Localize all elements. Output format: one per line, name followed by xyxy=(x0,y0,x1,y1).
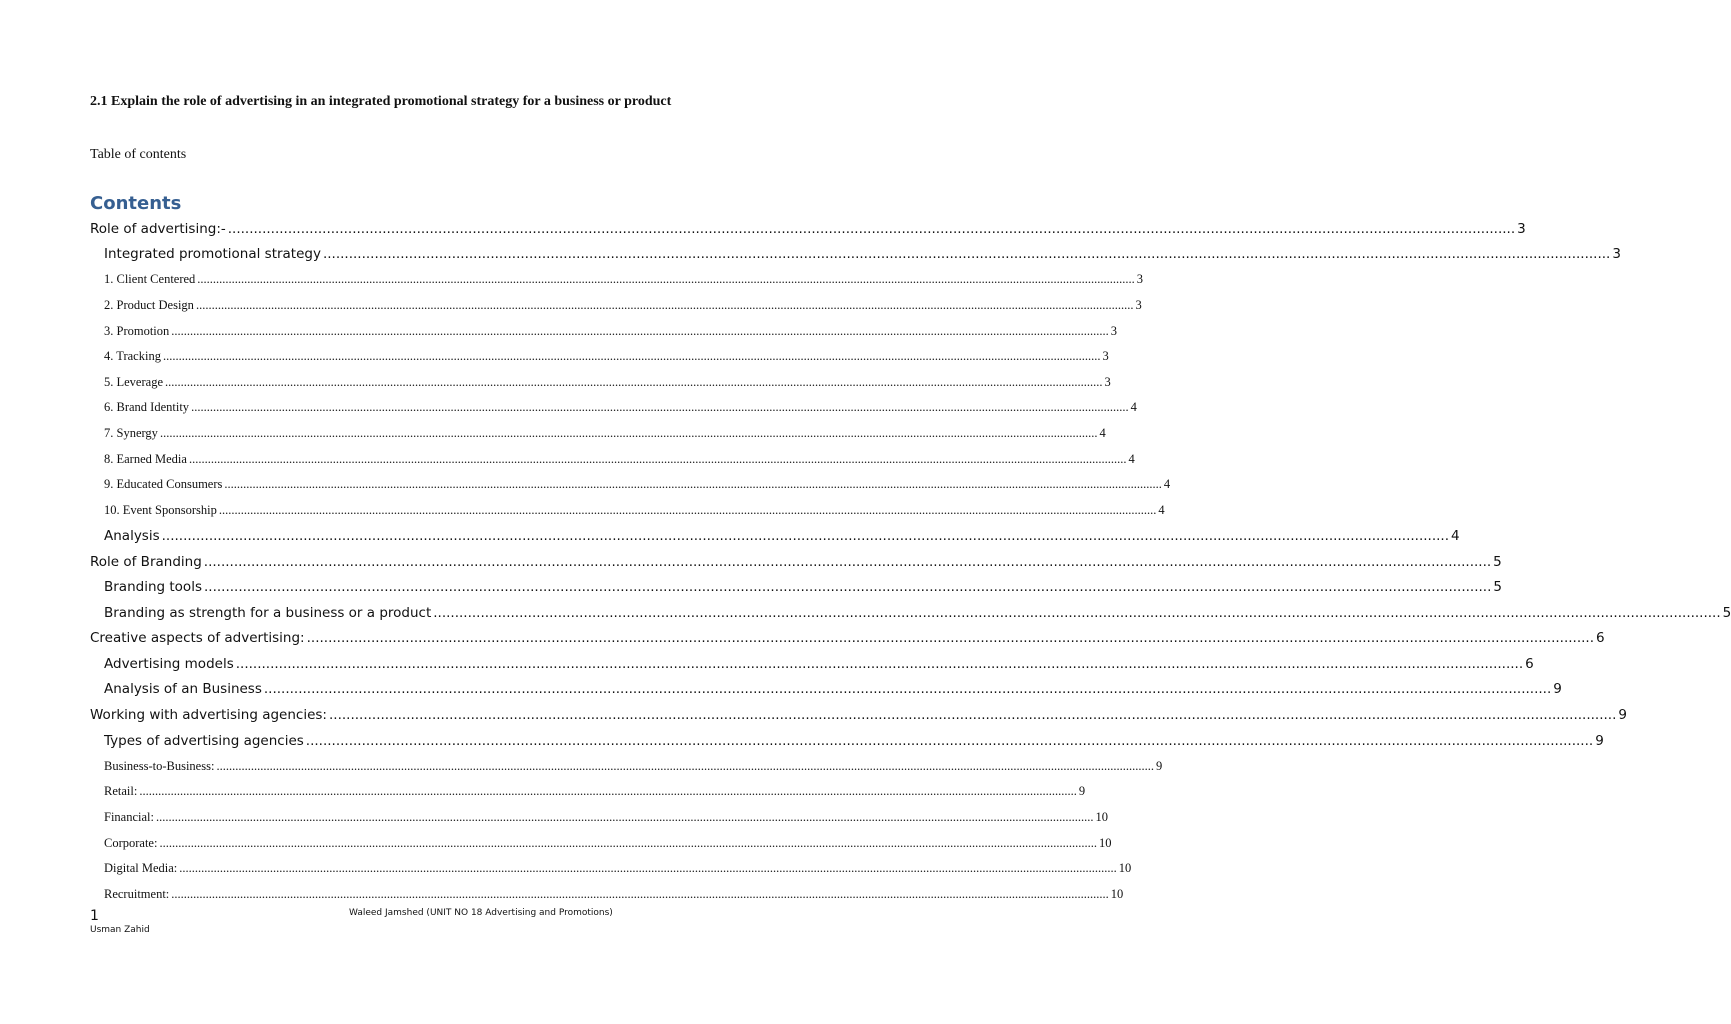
toc-entry-title: 6. Brand Identity xyxy=(104,400,190,415)
toc-entry-title: 3. Promotion xyxy=(104,323,170,338)
table-of-contents xyxy=(90,216,1731,907)
toc-entry[interactable] xyxy=(90,523,1460,549)
toc-entry[interactable] xyxy=(90,830,1112,856)
toc-entry-title: 9. Educated Consumers xyxy=(104,477,223,492)
toc-leader-dots: ............................................................................................................................................................................................................................................................................................................ xyxy=(203,553,1492,570)
toc-entry-page: 9 xyxy=(1618,707,1627,724)
toc-entry[interactable] xyxy=(90,498,1165,524)
toc-entry-title: 8. Earned Media xyxy=(104,451,187,466)
toc-entry[interactable] xyxy=(90,600,1731,626)
toc-entry[interactable] xyxy=(90,318,1118,344)
toc-entry[interactable] xyxy=(90,728,1604,754)
toc-entry-page: 9 xyxy=(1553,681,1562,698)
toc-entry-title: 4. Tracking xyxy=(104,349,161,364)
toc-leader-dots: ............................................................................................................................................................................................................................................................................................................ xyxy=(162,349,1101,364)
toc-entry[interactable] xyxy=(90,242,1621,268)
toc-leader-dots: ............................................................................................................................................................................................................................................................................................................ xyxy=(191,400,1129,415)
toc-leader-dots: ............................................................................................................................................................................................................................................................................................................ xyxy=(171,886,1109,901)
toc-entry-page: 10 xyxy=(1095,809,1108,824)
toc-leader-dots: ............................................................................................................................................................................................................................................................................................................ xyxy=(224,477,1162,492)
toc-entry[interactable] xyxy=(90,626,1605,652)
toc-entry-title: Types of advertising agencies xyxy=(104,732,304,749)
toc-entry-page: 4 xyxy=(1099,426,1106,441)
toc-leader-dots: ............................................................................................................................................................................................................................................................................................................ xyxy=(197,272,1135,287)
toc-entry[interactable] xyxy=(90,344,1109,370)
toc-entry-title: Advertising models xyxy=(104,655,234,672)
toc-leader-dots: ............................................................................................................................................................................................................................................................................................................ xyxy=(433,604,1721,621)
toc-entry-page: 3 xyxy=(1136,272,1144,287)
toc-entry-title: Analysis xyxy=(104,527,160,544)
toc-entry-page: 4 xyxy=(1158,502,1165,517)
footer-center-text: Waleed Jamshed (UNIT NO 18 Advertising and Promotions) xyxy=(349,908,613,918)
toc-leader-dots: ............................................................................................................................................................................................................................................................................................................ xyxy=(188,451,1127,466)
toc-leader-dots: ............................................................................................................................................................................................................................................................................................................ xyxy=(203,579,1492,596)
toc-entry-title: Role of advertising:- xyxy=(90,220,226,237)
toc-entry-page: 3 xyxy=(1102,349,1109,364)
toc-leader-dots: ............................................................................................................................................................................................................................................................................................................ xyxy=(171,323,1109,338)
toc-entry[interactable] xyxy=(90,446,1135,472)
toc-leader-dots: ............................................................................................................................................................................................................................................................................................................ xyxy=(165,374,1103,389)
toc-leader-dots: ............................................................................................................................................................................................................................................................................................................ xyxy=(159,426,1098,441)
toc-entry[interactable] xyxy=(90,881,1124,907)
footer-author: Usman Zahid xyxy=(90,925,150,935)
toc-entry[interactable] xyxy=(90,779,1086,805)
toc-leader-dots: ............................................................................................................................................................................................................................................................................................................ xyxy=(159,835,1097,850)
toc-entry-title: Corporate: xyxy=(104,835,158,850)
toc-entry-page: 6 xyxy=(1596,630,1605,647)
toc-entry-page: 5 xyxy=(1493,553,1502,570)
toc-entry-title: Analysis of an Business xyxy=(104,681,262,698)
toc-entry[interactable] xyxy=(90,753,1163,779)
toc-entry[interactable] xyxy=(90,216,1526,242)
toc-entry[interactable] xyxy=(90,293,1142,319)
toc-entry-title: Branding as strength for a business or a product xyxy=(104,604,432,621)
toc-entry-page: 9 xyxy=(1595,732,1604,749)
toc-entry-title: 1. Client Centered xyxy=(104,272,196,287)
toc-entry-title: Recruitment: xyxy=(104,886,170,901)
toc-entry-page: 4 xyxy=(1451,527,1460,544)
toc-entry[interactable] xyxy=(90,267,1144,293)
toc-leader-dots: ............................................................................................................................................................................................................................................................................................................ xyxy=(216,758,1154,773)
toc-entry-page: 3 xyxy=(1612,246,1621,263)
toc-entry-page: 3 xyxy=(1517,220,1526,237)
toc-leader-dots: ............................................................................................................................................................................................................................................................................................................ xyxy=(263,681,1552,698)
toc-entry[interactable] xyxy=(90,549,1502,575)
toc-entry-page: 6 xyxy=(1525,655,1534,672)
toc-entry-page: 3 xyxy=(1110,323,1118,338)
toc-leader-dots: ............................................................................................................................................................................................................................................................................................................ xyxy=(195,298,1134,313)
toc-entry-title: Financial: xyxy=(104,809,154,824)
toc-entry-page: 3 xyxy=(1135,298,1142,313)
toc-entry[interactable] xyxy=(90,677,1562,703)
toc-entry-page: 5 xyxy=(1493,579,1502,596)
toc-entry-title: Business-to-Business: xyxy=(104,758,215,773)
toc-entry-title: 2. Product Design xyxy=(104,298,194,313)
toc-entry[interactable] xyxy=(90,472,1171,498)
toc-entry-page: 10 xyxy=(1110,886,1124,901)
toc-entry[interactable] xyxy=(90,805,1108,831)
toc-entry[interactable] xyxy=(90,702,1627,728)
toc-leader-dots: ............................................................................................................................................................................................................................................................................................................ xyxy=(161,527,1450,544)
toc-leader-dots: ............................................................................................................................................................................................................................................................................................................ xyxy=(306,630,1594,647)
toc-entry[interactable] xyxy=(90,574,1502,600)
toc-entry-title: 7. Synergy xyxy=(104,426,158,441)
toc-leader-dots: ............................................................................................................................................................................................................................................................................................................ xyxy=(322,246,1611,263)
toc-entry-page: 9 xyxy=(1078,784,1086,799)
toc-entry-title: Working with advertising agencies: xyxy=(90,707,327,724)
toc-entry-title: 5. Leverage xyxy=(104,374,163,389)
toc-entry[interactable] xyxy=(90,395,1137,421)
contents-title: Contents xyxy=(90,193,182,214)
toc-entry-title: Creative aspects of advertising: xyxy=(90,630,305,647)
toc-entry-page: 4 xyxy=(1163,477,1171,492)
toc-label: Table of contents xyxy=(90,147,187,162)
toc-leader-dots: ............................................................................................................................................................................................................................................................................................................ xyxy=(305,732,1594,749)
toc-leader-dots: ............................................................................................................................................................................................................................................................................................................ xyxy=(328,707,1617,724)
toc-entry[interactable] xyxy=(90,421,1106,447)
toc-entry-page: 10 xyxy=(1118,861,1132,876)
toc-entry-title: 10. Event Sponsorship xyxy=(104,502,217,517)
toc-entry-page: 4 xyxy=(1128,451,1135,466)
toc-entry-page: 5 xyxy=(1722,604,1731,621)
toc-entry[interactable] xyxy=(90,370,1111,396)
toc-leader-dots: ............................................................................................................................................................................................................................................................................................................ xyxy=(227,220,1516,237)
toc-leader-dots: ............................................................................................................................................................................................................................................................................................................ xyxy=(179,861,1117,876)
toc-entry-page: 4 xyxy=(1130,400,1137,415)
toc-entry-title: Integrated promotional strategy xyxy=(104,246,321,263)
toc-entry-page: 9 xyxy=(1155,758,1163,773)
footer-page-number: 1 xyxy=(90,908,99,924)
toc-entry-page: 3 xyxy=(1104,374,1111,389)
toc-leader-dots: ............................................................................................................................................................................................................................................................................................................ xyxy=(235,655,1524,672)
toc-entry[interactable] xyxy=(90,651,1534,677)
toc-entry[interactable] xyxy=(90,856,1132,882)
toc-leader-dots: ............................................................................................................................................................................................................................................................................................................ xyxy=(156,809,1094,824)
toc-entry-title: Retail: xyxy=(104,784,138,799)
toc-entry-title: Digital Media: xyxy=(104,861,178,876)
toc-leader-dots: ............................................................................................................................................................................................................................................................................................................ xyxy=(139,784,1077,799)
question-heading: 2.1 Explain the role of advertising in an integrated promotional strategy for a business or product xyxy=(90,94,672,109)
toc-entry-title: Branding tools xyxy=(104,579,202,596)
toc-entry-title: Role of Branding xyxy=(90,553,202,570)
toc-leader-dots: ............................................................................................................................................................................................................................................................................................................ xyxy=(218,502,1157,517)
toc-entry-page: 10 xyxy=(1098,835,1112,850)
